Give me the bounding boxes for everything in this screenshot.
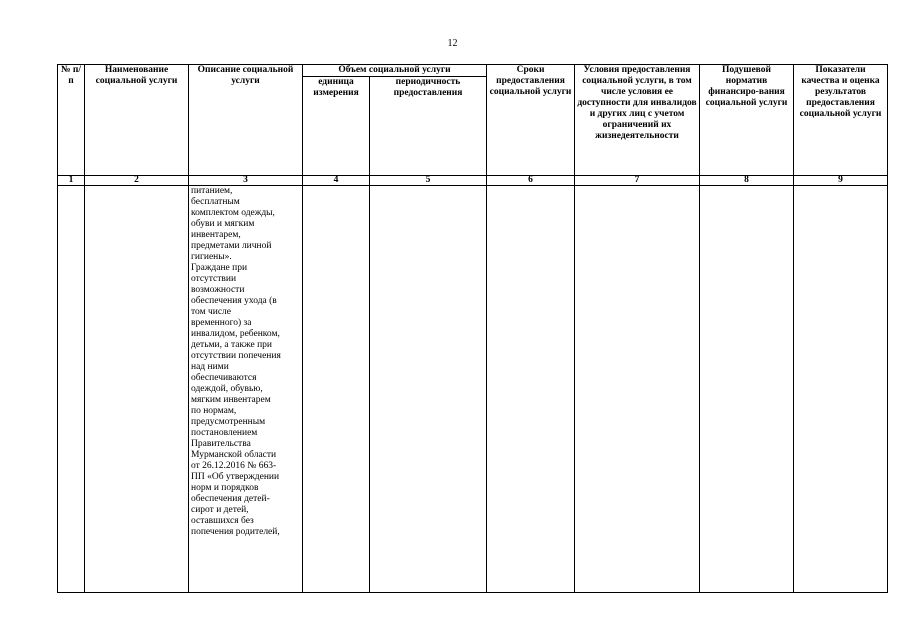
- header-financing-standard: Подушевой норматив финансиро-вания социальной услуги: [700, 65, 794, 176]
- cell-conditions: [575, 186, 700, 593]
- description-line: возможности: [191, 285, 245, 295]
- header-periodicity: периодичность предоставления: [370, 77, 487, 176]
- description-line: попечения родителей,: [191, 527, 280, 537]
- column-number-row: [58, 176, 888, 186]
- social-services-table: [57, 64, 888, 593]
- description-line: Мурманской области: [191, 450, 277, 460]
- description-line: мягким инвентарем: [191, 395, 271, 405]
- header-service-name: Наименование социальной услуги: [85, 65, 189, 176]
- description-line: временного) за: [191, 318, 252, 328]
- header-service-conditions: Условия предоставления социальной услуги, в том числе условия ее доступности для инвалидов и других лиц с учетом ограничений их жизнедеятельности: [575, 65, 700, 176]
- cell-terms: [487, 186, 575, 593]
- column-number: 9: [794, 176, 888, 186]
- description-line: инвалидом, ребенком,: [191, 329, 280, 339]
- description-line: постановлением: [191, 428, 258, 438]
- header-unit: единица измерения: [303, 77, 370, 176]
- description-line: одеждой, обувью,: [191, 384, 263, 394]
- description-line: по нормам,: [191, 406, 237, 416]
- description-line: Граждане при: [191, 263, 248, 273]
- description-line: норм и порядков: [191, 483, 259, 493]
- cell-quality: [794, 186, 888, 593]
- header-quality-indicators: Показатели качества и оценка результатов предоставления социальной услуги: [794, 65, 888, 176]
- column-number: 2: [85, 176, 189, 186]
- description-text: [191, 186, 300, 538]
- description-line: обеспечения ухода (в: [191, 296, 277, 306]
- description-line: инвентарем,: [191, 230, 241, 240]
- description-line: бесплатным: [191, 197, 240, 207]
- header-service-terms: Сроки предоставления социальной услуги: [487, 65, 575, 176]
- description-line: обуви и мягким: [191, 219, 255, 229]
- description-line: комплектом одежды,: [191, 208, 275, 218]
- description-line: гигиены».: [191, 252, 232, 262]
- cell-periodicity: [370, 186, 487, 593]
- column-number: 7: [575, 176, 700, 186]
- description-line: детьми, а также при: [191, 340, 273, 350]
- column-number: 1: [58, 176, 85, 186]
- cell-service-description: [189, 186, 303, 593]
- column-number: 3: [189, 176, 303, 186]
- header-service-description: Описание социальной услуги: [189, 65, 303, 176]
- column-number: 4: [303, 176, 370, 186]
- description-line: над ними: [191, 362, 229, 372]
- description-line: от 26.12.2016 № 663-: [191, 461, 277, 471]
- description-line: отсутствии: [191, 274, 237, 284]
- description-line: предусмотренным: [191, 417, 266, 427]
- header-service-volume: Объем социальной услуги: [303, 65, 487, 77]
- cell-unit: [303, 186, 370, 593]
- header-number: № п/п: [58, 65, 85, 176]
- description-line: обеспечения детей-: [191, 494, 270, 504]
- cell-service-name: [85, 186, 189, 593]
- column-number: 8: [700, 176, 794, 186]
- description-line: предметами личной: [191, 241, 272, 251]
- page-number: 12: [447, 38, 458, 49]
- cell-number: [58, 186, 85, 593]
- description-line: питанием,: [191, 186, 233, 196]
- column-number: 5: [370, 176, 487, 186]
- table-row: [58, 186, 888, 593]
- description-line: сирот и детей,: [191, 505, 249, 515]
- description-line: том числе: [191, 307, 232, 317]
- column-number: 6: [487, 176, 575, 186]
- cell-financing: [700, 186, 794, 593]
- description-line: отсутствии попечения: [191, 351, 281, 361]
- description-line: ПП «Об утверждении: [191, 472, 280, 482]
- description-line: оставшихся без: [191, 516, 254, 526]
- description-line: обеспечиваются: [191, 373, 257, 383]
- description-line: Правительства: [191, 439, 251, 449]
